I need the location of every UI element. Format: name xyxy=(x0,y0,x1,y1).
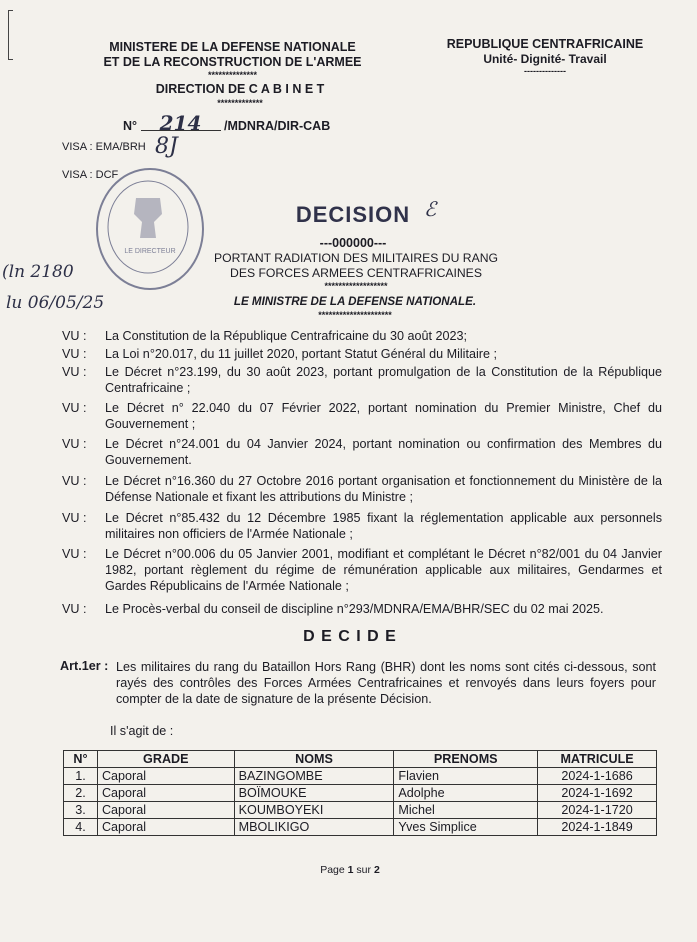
finance-stamp xyxy=(96,168,204,290)
cell-nom: BOÏMOUKE xyxy=(234,785,394,802)
cell-grade: Caporal xyxy=(97,802,234,819)
col-number: N° xyxy=(64,751,98,768)
visa-dcf: VISA : DCF xyxy=(62,169,119,181)
cell-grade: Caporal xyxy=(97,768,234,785)
vu-text: Le Décret n°85.432 du 12 Décembre 1985 fixant la réglementation applicable aux personnels militaires non officiers de l'Armée Nationale ; xyxy=(105,511,662,541)
margin-bracket xyxy=(8,10,13,60)
cell-number: 4. xyxy=(64,819,98,836)
table-row xyxy=(64,785,657,802)
visa-ema: VISA : EMA/BRH xyxy=(62,141,146,153)
cell-matricule: 2024-1-1692 xyxy=(538,785,657,802)
subtitle-stars: ****************** xyxy=(324,281,388,291)
vu-text: Le Décret n°16.360 du 27 Octobre 2016 portant organisation et fonctionnement du Ministère de la Défense Nationale et fixant les attributions du Ministre ; xyxy=(105,474,662,504)
vu-text: Le Décret n°00.006 du 05 Janvier 2001, modifiant et complétant le Décret n°82/001 du 04 Janvier 1982, portant règlement du régime de rémunération applicable aux militaires, Gendarmes et Gardes Républicains de l'Armée Nationale ; xyxy=(105,547,662,593)
number-suffix: /MDNRA/DIR-CAB xyxy=(224,119,331,133)
handwritten-note-1: (ln 2180 xyxy=(2,262,74,282)
republic-header xyxy=(430,37,660,76)
col-grade: GRADE xyxy=(97,751,234,768)
direction-cabinet: DIRECTION DE C A B I N E T xyxy=(155,82,325,96)
visa-ema-handwritten: 8J xyxy=(155,134,178,159)
soldiers-table xyxy=(63,750,657,836)
cell-grade: Caporal xyxy=(97,819,234,836)
cell-nom: MBOLIKIGO xyxy=(234,819,394,836)
decide-heading: D E C I D E xyxy=(303,628,397,645)
cell-prenom: Michel xyxy=(394,802,538,819)
vu-text: Le Décret n°24.001 du 04 Janvier 2024, portant nomination ou confirmation des Membres du Gouvernement. xyxy=(105,437,662,467)
number-handwritten: 214 xyxy=(141,116,221,131)
republic-motto: Unité- Dignité- Travail xyxy=(483,52,607,66)
article-1-text: Les militaires du rang du Bataillon Hors Rang (BHR) dont les noms sont cités ci-dessous, sont rayés des contrôles des Forces Armées Centrafricaines et renvoyés dans leurs foyers pour compter de la date de signature de la présente Décision. xyxy=(116,660,656,706)
stamp-graphic xyxy=(96,168,200,286)
table-row xyxy=(64,768,657,785)
list-intro: Il s'agit de : xyxy=(110,724,174,738)
republic-dashes: -------------- xyxy=(524,66,566,76)
cell-number: 3. xyxy=(64,802,98,819)
table-header-row xyxy=(64,751,657,768)
ministry-line1: MINISTERE DE LA DEFENSE NATIONALE xyxy=(109,40,356,54)
decision-number xyxy=(123,111,363,135)
cell-nom: BAZINGOMBE xyxy=(234,768,394,785)
vu-key: VU : xyxy=(62,511,87,525)
vu-key: VU : xyxy=(62,602,87,616)
stamp-center-text: LE DIRECTEUR xyxy=(124,248,176,255)
page-mid: sur xyxy=(353,864,374,876)
vu-key: VU : xyxy=(62,329,87,343)
cell-matricule: 2024-1-1849 xyxy=(538,819,657,836)
vu-text: Le Décret n°23.199, du 30 août 2023, portant promulgation de la Constitution de la République Centrafricaine ; xyxy=(105,365,662,395)
decision-title: DECISION xyxy=(295,202,411,227)
cell-grade: Caporal xyxy=(97,785,234,802)
ministry-stars: ************** xyxy=(207,70,258,80)
vu-text: La Loi n°20.017, du 11 juillet 2020, portant Statut Général du Militaire ; xyxy=(105,347,497,361)
col-matricule: MATRICULE xyxy=(538,751,657,768)
cell-prenom: Flavien xyxy=(394,768,538,785)
vu-text: La Constitution de la République Centrafricaine du 30 août 2023; xyxy=(105,329,467,343)
article-1-label: Art.1er : xyxy=(60,659,109,673)
vu-text: Le Procès-verbal du conseil de discipline n°293/MDNRA/EMA/BHR/SEC du 02 mai 2025. xyxy=(105,602,604,616)
table-row xyxy=(64,802,657,819)
cell-prenom: Yves Simplice xyxy=(394,819,538,836)
direction-stars: ************* xyxy=(217,98,263,108)
cell-number: 2. xyxy=(64,785,98,802)
vu-key: VU : xyxy=(62,401,87,415)
number-prefix: N° xyxy=(123,119,138,133)
page-number: 1 xyxy=(347,864,354,876)
decision-separator: ---000000--- xyxy=(319,236,387,250)
cell-prenom: Adolphe xyxy=(394,785,538,802)
cell-matricule: 2024-1-1720 xyxy=(538,802,657,819)
subtitle-line1: PORTANT RADIATION DES MILITAIRES DU RANG xyxy=(214,251,498,265)
vu-key: VU : xyxy=(62,365,87,379)
minister-stars: ********************* xyxy=(318,310,392,320)
republic-name: REPUBLIQUE CENTRAFRICAINE xyxy=(446,37,644,51)
minister-line: LE MINISTRE DE LA DEFENSE NATIONALE. xyxy=(233,295,477,308)
page-prefix: Page xyxy=(320,864,348,876)
vu-key: VU : xyxy=(62,347,87,361)
vu-key: VU : xyxy=(62,474,87,488)
cell-nom: KOUMBOYEKI xyxy=(234,802,394,819)
table-row xyxy=(64,819,657,836)
vu-key: VU : xyxy=(62,437,87,451)
cell-matricule: 2024-1-1686 xyxy=(538,768,657,785)
cell-number: 1. xyxy=(64,768,98,785)
ministry-header xyxy=(90,40,375,80)
page-footer xyxy=(250,864,450,876)
ministry-line2: ET DE LA RECONSTRUCTION DE L'ARMEE xyxy=(103,55,362,69)
col-prenoms: PRENOMS xyxy=(394,751,538,768)
handwritten-note-2: lu 06/05/25 xyxy=(6,293,105,313)
subtitle-line2: DES FORCES ARMEES CENTRAFRICAINES xyxy=(230,266,482,280)
title-paraph-icon: ℰ xyxy=(424,197,437,221)
col-noms: NOMS xyxy=(234,751,394,768)
vu-key: VU : xyxy=(62,547,87,561)
vu-text: Le Décret n° 22.040 du 07 Février 2022, portant nomination du Premier Ministre, Chef du Gouvernement ; xyxy=(105,401,662,431)
decision-subtitle xyxy=(198,251,514,291)
page-total: 2 xyxy=(373,864,380,876)
